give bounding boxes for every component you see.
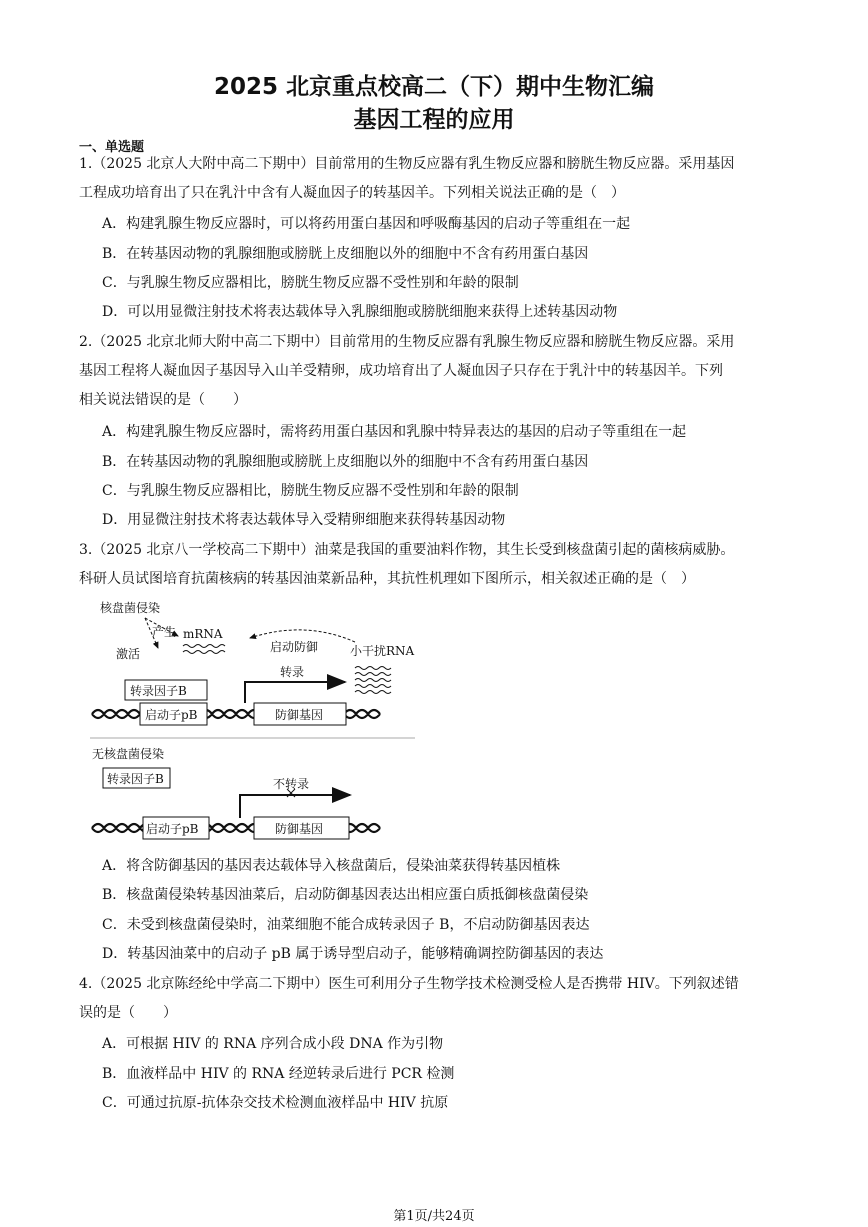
- question-line: 3.（2025 北京八一学校高二下期中）油菜是我国的重要油料作物，其生长受到核盘菌引起的菌核病威胁。: [79, 542, 735, 558]
- sirna-wave: [355, 667, 391, 694]
- document-subtitle: 基因工程的应用: [353, 107, 515, 133]
- page-footer: 第1页/共24页: [393, 1209, 475, 1224]
- q2-option-a: A．构建乳腺生物反应器时，需将药用蛋白基因和乳腺中特异表达的基因的启动子等重组在一起: [102, 424, 687, 440]
- question-line: 相关说法错误的是（ ）: [79, 392, 247, 408]
- q3-option-c: C．未受到核盘菌侵染时，油菜细胞不能合成转录因子 B，不启动防御基因表达: [102, 917, 590, 933]
- transcribe-label: 转录: [280, 665, 305, 679]
- tf-label: 转录因子B: [130, 684, 187, 698]
- q1-option-b: B．在转基因动物的乳腺细胞或膀胱上皮细胞以外的细胞中不含有药用蛋白基因: [102, 246, 589, 262]
- sirna-label: 小干扰RNA: [350, 644, 415, 658]
- question-3-stem: [79, 536, 791, 594]
- activate-label: 激活: [116, 647, 141, 661]
- transcribe-arrow: [245, 682, 345, 703]
- section-heading: 一、单选题: [79, 140, 145, 155]
- defense-start-label: 启动防御: [270, 640, 319, 654]
- question-line: 基因工程将人凝血因子基因导入山羊受精卵，成功培育出了人凝血因子只存在于乳汁中的转基因羊。下列: [79, 363, 723, 379]
- q1-option-a: A．构建乳腺生物反应器时，可以将药用蛋白基因和呼吸酶基因的启动子等重组在一起: [102, 216, 631, 232]
- produce-label: 产生: [152, 625, 177, 639]
- document-title: 2025 北京重点校高二（下）期中生物汇编: [213, 74, 655, 100]
- gene-label-bottom: 防御基因: [275, 822, 324, 836]
- question-2-stem: [79, 328, 791, 415]
- q4-option-b: B．血液样品中 HIV 的 RNA 经逆转录后进行 PCR 检测: [102, 1066, 455, 1082]
- question-line: 误的是（ ）: [79, 1005, 177, 1021]
- question-line: 工程成功培育出了只在乳汁中含有人凝血因子的转基因羊。下列相关说法正确的是（ ）: [79, 185, 625, 201]
- q2-option-d: D．用显微注射技术将表达载体导入受精卵细胞来获得转基因动物: [102, 512, 506, 528]
- promoter-label-bottom: 启动子pB: [146, 822, 199, 836]
- infection-label: 核盘菌侵染: [100, 601, 161, 615]
- resistance-mechanism-figure: [90, 596, 420, 846]
- question-line: 科研人员试图培育抗菌核病的转基因油菜新品种，其抗性机理如下图所示，相关叙述正确的是（ ）: [79, 571, 695, 587]
- tf-label-bottom: 转录因子B: [107, 772, 164, 786]
- q2-option-c: C．与乳腺生物反应器相比，膀胱生物反应器不受性别和年龄的限制: [102, 483, 519, 499]
- q1-option-c: C．与乳腺生物反应器相比，膀胱生物反应器不受性别和年龄的限制: [102, 275, 519, 291]
- q3-option-b: B．核盘菌侵染转基因油菜后，启动防御基因表达出相应蛋白质抵御核盘菌侵染: [102, 887, 589, 903]
- q3-option-d: D．转基因油菜中的启动子 pB 属于诱导型启动子，能够精确调控防御基因的表达: [102, 946, 604, 962]
- mrna-label: mRNA: [183, 627, 223, 641]
- blocked-arrow: [240, 795, 350, 818]
- q4-option-c: C．可通过抗原-抗体杂交技术检测血液样品中 HIV 抗原: [102, 1095, 449, 1111]
- question-line: 4.（2025 北京陈经纶中学高二下期中）医生可利用分子生物学技术检测受检人是否携带 HIV。下列叙述错: [79, 976, 739, 992]
- gene-label: 防御基因: [275, 708, 324, 722]
- question-1-stem: [79, 150, 791, 208]
- q2-option-b: B．在转基因动物的乳腺细胞或膀胱上皮细胞以外的细胞中不含有药用蛋白基因: [102, 454, 589, 470]
- question-line: 2.（2025 北京北师大附中高二下期中）目前常用的生物反应器有乳腺生物反应器和膀胱生物反应器。采用: [79, 334, 735, 350]
- promoter-label: 启动子pB: [145, 708, 198, 722]
- q1-option-d: D．可以用显微注射技术将表达载体导入乳腺细胞或膀胱细胞来获得上述转基因动物: [102, 304, 618, 320]
- q3-option-a: A．将含防御基因的基因表达载体导入核盘菌后，侵染油菜获得转基因植株: [102, 858, 561, 874]
- question-line: 1.（2025 北京人大附中高二下期中）目前常用的生物反应器有乳生物反应器和膀胱生物反应器。采用基因: [79, 156, 735, 172]
- question-4-stem: [79, 970, 791, 1028]
- mrna-wave: [183, 645, 225, 654]
- no-infection-label: 无核盘菌侵染: [92, 747, 165, 761]
- no-transcribe-label: 不转录: [273, 777, 310, 791]
- q4-option-a: A．可根据 HIV 的 RNA 序列合成小段 DNA 作为引物: [102, 1036, 444, 1052]
